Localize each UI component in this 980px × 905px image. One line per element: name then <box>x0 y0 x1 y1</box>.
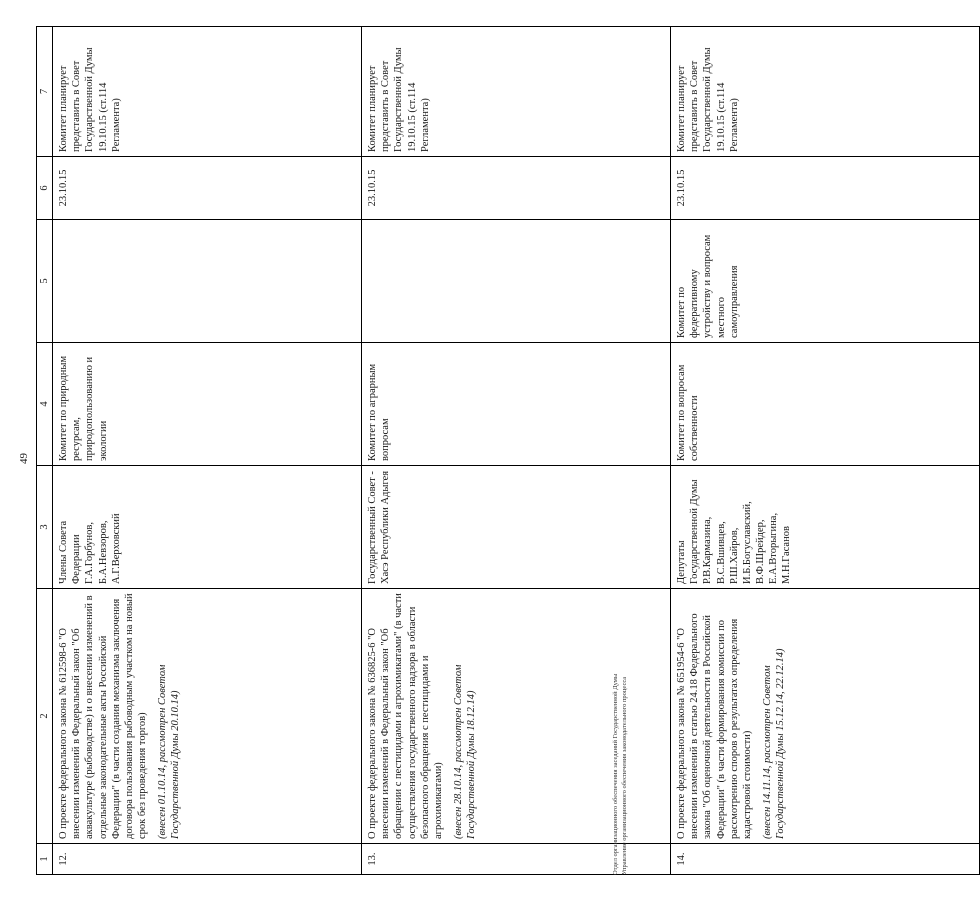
bill-title-cell <box>671 589 980 844</box>
remarks-cell: Комитет планирует представить в Совет Государственной Думы 19.10.15 (ст.114 Регламента) <box>671 27 980 157</box>
consideration-date-cell: 23.10.15 <box>53 157 362 220</box>
bill-title-note: (внесен 14.11.14, рассмотрен Советом Государственной Думы 15.12.14, 22.12.14) <box>761 648 786 839</box>
remarks-cell: Комитет планирует представить в Совет Государственной Думы 19.10.15 (ст.114 Регламента) <box>362 27 671 157</box>
consideration-date-cell: 23.10.15 <box>362 157 671 220</box>
bill-title-text: О проекте федерального закона № 651954-6 "О внесении изменений в статью 24.18 Федерального закона "Об оценочной деятельности в Российской Федерации" (в части формирования комиссии по рассмотрению споров о результатах определения кадастровой стоимости) <box>676 613 753 839</box>
column-number-5: 5 <box>37 220 53 343</box>
responsible-committee-cell: Комитет по аграрным вопросам <box>362 343 671 466</box>
co-committee-cell <box>362 220 671 343</box>
bill-initiator-cell: Государственный Совет - Хасэ Республики Адыгея <box>362 466 671 589</box>
responsible-committee-cell: Комитет по вопросам собственности <box>671 343 980 466</box>
remarks-cell: Комитет планирует представить в Совет Государственной Думы 19.10.15 (ст.114 Регламента) <box>53 27 362 157</box>
bill-initiator-cell: Депутаты Государственной Думы Р.В.Кармазина, В.С.Вшивцев, Р.Ш.Хайров, И.Б.Богуславский, В.Ф.Шрейдер, Е.А.Вторыгина, М.Н.Гасанов <box>671 466 980 589</box>
row-number: 12. <box>53 844 362 875</box>
co-committee-cell <box>53 220 362 343</box>
bill-title-text: О проекте федерального закона № 612598-6 "О внесении изменений в Федеральный закон "Об аквакультуре (рыбоводстве) и о внесении изменений в отдельные законодательные акты Российской Федерации" (в части создания механизма заключения договора пользования рыбоводным участком на новый срок без проведения торгов) <box>58 593 148 839</box>
column-number-4: 4 <box>37 343 53 466</box>
page-number: 49 <box>18 453 30 464</box>
column-number-2: 2 <box>37 589 53 844</box>
column-number-6: 6 <box>37 157 53 220</box>
column-number-row <box>37 27 53 875</box>
bill-title-cell <box>53 589 362 844</box>
responsible-committee-cell: Комитет по природным ресурсам, природопользованию и экологии <box>53 343 362 466</box>
bill-title-note: (внесен 28.10.14, рассмотрен Советом Государственной Думы 18.12.14) <box>452 664 477 839</box>
column-number-1: 1 <box>37 844 53 875</box>
consideration-date-cell: 23.10.15 <box>671 157 980 220</box>
table-row <box>671 27 980 875</box>
row-number: 14. <box>671 844 980 875</box>
column-number-7: 7 <box>37 27 53 157</box>
page-footer <box>612 674 630 875</box>
bill-initiator-cell: Члены Совета Федерации Г.А.Горбунов, Б.А.Невзоров, А.Г.Верховский <box>53 466 362 589</box>
legislation-agenda-table <box>36 26 980 875</box>
table-row <box>53 27 362 875</box>
co-committee-cell: Комитет по федеративному устройству и вопросам местного самоуправления <box>671 220 980 343</box>
footer-line-1: Отдел организационного обеспечения заседаний Государственной Думы <box>612 673 620 875</box>
footer-line-2: Управление организационного обеспечения законодательного процесса <box>621 676 629 875</box>
column-number-3: 3 <box>37 466 53 589</box>
row-number: 13. <box>362 844 671 875</box>
bill-title-note: (внесен 01.10.14, рассмотрен Советом Государственной Думы 20.10.14) <box>157 664 182 839</box>
bill-title-text: О проекте федерального закона № 636825-6 "О внесении изменений в Федеральный закон "Об обращении с пестицидами и агрохимикатами" (в части осуществления государственного надзора в области безопасного обращения с пестицидами и агрохимикатами) <box>367 593 444 839</box>
